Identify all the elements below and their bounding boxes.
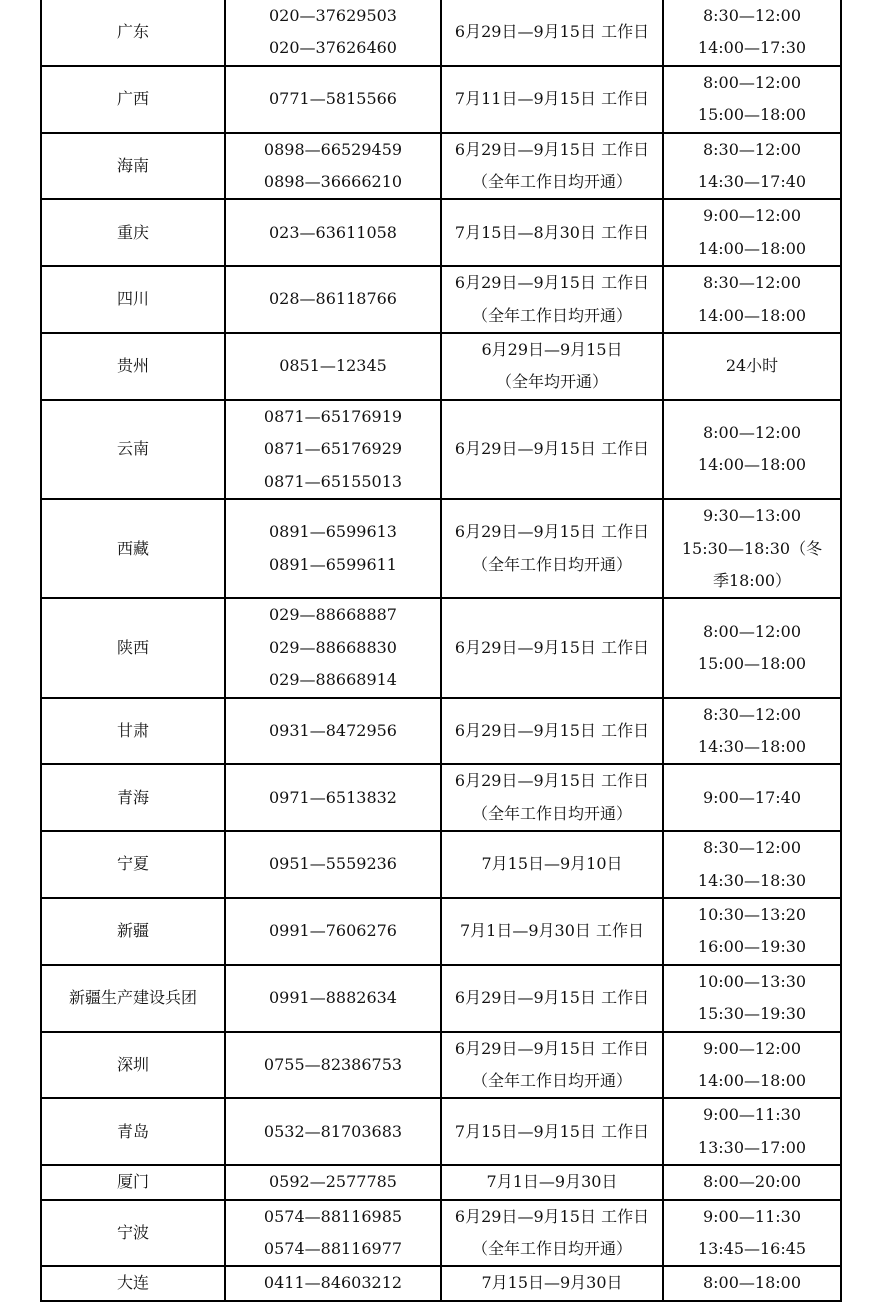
- table-row: [41, 1200, 841, 1267]
- hours-cell: [663, 0, 841, 66]
- table-row: [41, 499, 841, 598]
- hours-cell-line: 8:30—12:00: [702, 139, 802, 159]
- hours-cell-line: 8:00—12:00: [702, 621, 802, 641]
- period-cell-line: 6月29日—9月15日 工作日: [454, 1206, 650, 1226]
- hours-cell: [663, 898, 841, 965]
- region-name: 甘肃: [116, 720, 149, 740]
- table-row: [41, 1098, 841, 1165]
- period-cell: [441, 1098, 663, 1165]
- period-cell: [441, 0, 663, 66]
- hours-cell: [663, 1098, 841, 1165]
- table-row: [41, 266, 841, 333]
- hours-cell-line: 8:00—20:00: [702, 1172, 802, 1192]
- period-cell: [441, 1266, 663, 1300]
- period-cell: [441, 66, 663, 133]
- hours-cell-line: 9:00—11:30: [702, 1105, 802, 1125]
- period-cell: [441, 199, 663, 266]
- region-cell: [41, 1098, 225, 1165]
- hours-cell-line: 15:30—18:30（冬: [681, 538, 823, 558]
- period-cell-line: 6月29日—9月15日 工作日: [454, 771, 650, 791]
- table-row: [41, 598, 841, 697]
- hotline-table-body: [41, 0, 841, 1301]
- hours-cell: [663, 598, 841, 697]
- phone-cell-line: 0574—88116985: [263, 1206, 403, 1226]
- region-cell: [41, 598, 225, 697]
- table-row: [41, 133, 841, 200]
- region-name: 新疆生产建设兵团: [68, 987, 197, 1007]
- hours-cell-line: 24小时: [725, 356, 779, 376]
- hours-cell-line: 8:30—12:00: [702, 704, 802, 724]
- hours-cell: [663, 831, 841, 898]
- region-name: 大连: [116, 1273, 149, 1293]
- phone-cell: [225, 0, 441, 66]
- region-cell: [41, 266, 225, 333]
- period-cell: [441, 333, 663, 400]
- hours-cell-line: 9:30—13:00: [702, 506, 802, 526]
- phone-cell-line: 028—86118766: [269, 289, 397, 309]
- phone-cell-line: 029—88668830: [269, 637, 397, 657]
- period-cell-line: 6月29日—9月15日: [481, 340, 623, 360]
- hours-cell: [663, 266, 841, 333]
- region-cell: [41, 831, 225, 898]
- hours-cell-line: 13:45—16:45: [697, 1239, 807, 1259]
- phone-cell: [225, 266, 441, 333]
- phone-cell-line: 0891—6599613: [269, 522, 397, 542]
- phone-cell-line: 0851—12345: [279, 356, 387, 376]
- hours-cell-line: 14:00—18:00: [697, 305, 807, 325]
- table-row: [41, 199, 841, 266]
- hours-cell-line: 14:30—18:30: [697, 870, 807, 890]
- table-row: [41, 764, 841, 831]
- period-cell-line: 6月29日—9月15日 工作日: [454, 987, 650, 1007]
- phone-cell: [225, 831, 441, 898]
- region-cell: [41, 66, 225, 133]
- hours-cell-line: 15:00—18:00: [697, 105, 807, 125]
- table-row: [41, 698, 841, 765]
- period-cell: [441, 698, 663, 765]
- period-cell: [441, 1165, 663, 1199]
- region-name: 陕西: [116, 637, 149, 657]
- phone-cell-line: 0871—65176929: [263, 439, 403, 459]
- phone-cell: [225, 698, 441, 765]
- region-name: 宁波: [116, 1222, 149, 1242]
- period-cell: [441, 965, 663, 1032]
- table-row: [41, 1266, 841, 1300]
- region-name: 广西: [116, 89, 149, 109]
- hours-cell: [663, 66, 841, 133]
- hours-cell-line: 14:30—18:00: [697, 736, 807, 756]
- phone-cell-line: 0991—8882634: [269, 987, 397, 1007]
- period-cell-line: 6月29日—9月15日 工作日: [454, 1038, 650, 1058]
- period-cell-line: 6月29日—9月15日 工作日: [454, 22, 650, 42]
- region-cell: [41, 698, 225, 765]
- period-cell-line: 6月29日—9月15日 工作日: [454, 522, 650, 542]
- period-cell-line: 7月15日—9月30日: [481, 1273, 623, 1293]
- period-cell-line: 6月29日—9月15日 工作日: [454, 637, 650, 657]
- phone-cell-line: 0891—6599611: [269, 554, 397, 574]
- table-row: [41, 0, 841, 66]
- hours-cell: [663, 764, 841, 831]
- phone-cell-line: 0411—84603212: [263, 1273, 403, 1293]
- period-cell-line: 6月29日—9月15日 工作日: [454, 439, 650, 459]
- region-name: 西藏: [116, 538, 149, 558]
- hours-cell: [663, 400, 841, 499]
- table-row: [41, 831, 841, 898]
- period-cell-line: 7月11日—9月15日 工作日: [454, 89, 650, 109]
- region-cell: [41, 333, 225, 400]
- hours-cell-line: 9:00—12:00: [702, 206, 802, 226]
- hours-cell-line: 9:00—12:00: [702, 1038, 802, 1058]
- hours-cell-line: 9:00—11:30: [702, 1206, 802, 1226]
- hours-cell: [663, 499, 841, 598]
- period-cell-line: 7月15日—9月10日: [481, 854, 623, 874]
- region-name: 新疆: [116, 921, 149, 941]
- period-cell-line: 6月29日—9月15日 工作日: [454, 139, 650, 159]
- period-cell: [441, 764, 663, 831]
- period-cell-line: 7月15日—9月15日 工作日: [454, 1121, 650, 1141]
- region-cell: [41, 199, 225, 266]
- hours-cell-line: 8:30—12:00: [702, 6, 802, 25]
- region-cell: [41, 1200, 225, 1267]
- hours-cell-line: 8:00—18:00: [702, 1273, 802, 1293]
- phone-cell-line: 020—37626460: [269, 38, 397, 58]
- region-name: 青岛: [116, 1121, 149, 1141]
- region-name: 广东: [116, 22, 149, 42]
- hours-cell-line: 季18:00）: [712, 570, 792, 590]
- phone-cell: [225, 1098, 441, 1165]
- hours-cell: [663, 333, 841, 400]
- region-cell: [41, 1165, 225, 1199]
- period-cell-line: （全年工作日均开通）: [471, 305, 632, 325]
- phone-cell-line: 0898—66529459: [263, 139, 403, 159]
- region-name: 深圳: [116, 1054, 149, 1074]
- table-row: [41, 965, 841, 1032]
- table-row: [41, 333, 841, 400]
- hours-cell-line: 14:30—17:40: [697, 172, 807, 192]
- period-cell-line: （全年工作日均开通）: [471, 172, 632, 192]
- phone-cell-line: 0755—82386753: [263, 1054, 403, 1074]
- hours-cell-line: 10:00—13:30: [697, 971, 807, 991]
- period-cell: [441, 1032, 663, 1099]
- phone-cell-line: 0574—88116977: [263, 1239, 403, 1259]
- hours-cell-line: 8:30—12:00: [702, 273, 802, 293]
- phone-cell-line: 0971—6513832: [269, 787, 397, 807]
- region-cell: [41, 1266, 225, 1300]
- region-name: 四川: [116, 289, 149, 309]
- period-cell-line: 7月1日—9月30日 工作日: [460, 921, 644, 941]
- hours-cell-line: 13:30—17:00: [697, 1137, 807, 1157]
- hours-cell: [663, 1200, 841, 1267]
- hours-cell: [663, 1165, 841, 1199]
- table-row: [41, 1032, 841, 1099]
- hours-cell-line: 16:00—19:30: [697, 937, 807, 957]
- period-cell-line: 6月29日—9月15日 工作日: [454, 273, 650, 293]
- phone-cell: [225, 66, 441, 133]
- hours-cell-line: 14:00—18:00: [697, 238, 807, 258]
- phone-cell-line: 0898—36666210: [263, 172, 403, 192]
- period-cell: [441, 831, 663, 898]
- hours-cell-line: 14:00—17:30: [697, 38, 807, 58]
- hours-cell: [663, 199, 841, 266]
- period-cell: [441, 400, 663, 499]
- phone-cell: [225, 333, 441, 400]
- period-cell-line: （全年工作日均开通）: [471, 1071, 632, 1090]
- region-cell: [41, 764, 225, 831]
- phone-cell-line: 020—37629503: [269, 6, 397, 25]
- period-cell-line: （全年均开通）: [495, 372, 608, 392]
- phone-cell-line: 0931—8472956: [269, 720, 397, 740]
- hours-cell-line: 14:00—18:00: [697, 455, 807, 475]
- region-name: 青海: [116, 787, 149, 807]
- phone-cell: [225, 1266, 441, 1300]
- period-cell-line: 7月15日—8月30日 工作日: [454, 222, 650, 242]
- region-cell: [41, 898, 225, 965]
- hours-cell: [663, 698, 841, 765]
- phone-cell-line: 029—88668887: [269, 605, 397, 625]
- phone-cell-line: 0592—2577785: [269, 1172, 397, 1192]
- period-cell: [441, 133, 663, 200]
- period-cell-line: 6月29日—9月15日 工作日: [454, 720, 650, 740]
- hours-cell-line: 15:30—19:30: [697, 1004, 807, 1024]
- region-name: 贵州: [116, 356, 149, 376]
- hours-cell-line: 8:00—12:00: [702, 423, 802, 443]
- region-cell: [41, 965, 225, 1032]
- table-row: [41, 400, 841, 499]
- region-name: 厦门: [116, 1172, 149, 1192]
- hours-cell: [663, 133, 841, 200]
- phone-cell: [225, 965, 441, 1032]
- phone-cell: [225, 1200, 441, 1267]
- phone-cell-line: 0532—81703683: [263, 1121, 403, 1141]
- table-row: [41, 66, 841, 133]
- region-name: 重庆: [116, 222, 149, 242]
- period-cell: [441, 898, 663, 965]
- hours-cell-line: 9:00—17:40: [702, 787, 802, 807]
- table-row: [41, 898, 841, 965]
- hours-cell-line: 10:30—13:20: [697, 904, 807, 924]
- period-cell-line: （全年工作日均开通）: [471, 803, 632, 823]
- phone-cell-line: 0871—65176919: [263, 406, 403, 426]
- hours-cell-line: 15:00—18:00: [697, 653, 807, 673]
- hours-cell-line: 8:00—12:00: [702, 72, 802, 92]
- phone-cell: [225, 1165, 441, 1199]
- phone-cell: [225, 133, 441, 200]
- region-cell: [41, 133, 225, 200]
- phone-cell-line: 0951—5559236: [269, 854, 397, 874]
- period-cell-line: 7月1日—9月30日: [486, 1172, 618, 1192]
- phone-cell-line: 0991—7606276: [269, 921, 397, 941]
- phone-cell: [225, 400, 441, 499]
- phone-cell-line: 0871—65155013: [263, 471, 403, 491]
- table-row: [41, 1165, 841, 1199]
- hotline-table: [40, 0, 842, 1302]
- period-cell-line: （全年工作日均开通）: [471, 554, 632, 574]
- period-cell-line: （全年工作日均开通）: [471, 1239, 632, 1259]
- region-cell: [41, 499, 225, 598]
- region-name: 宁夏: [116, 854, 149, 874]
- hours-cell: [663, 965, 841, 1032]
- phone-cell: [225, 199, 441, 266]
- phone-cell: [225, 598, 441, 697]
- period-cell: [441, 1200, 663, 1267]
- hours-cell: [663, 1266, 841, 1300]
- phone-cell-line: 029—88668914: [269, 670, 397, 690]
- period-cell: [441, 266, 663, 333]
- phone-cell: [225, 898, 441, 965]
- region-cell: [41, 0, 225, 66]
- region-name: 海南: [116, 155, 149, 175]
- hours-cell-line: 14:00—18:00: [697, 1071, 807, 1090]
- period-cell: [441, 499, 663, 598]
- phone-cell-line: 0771—5815566: [269, 89, 397, 109]
- phone-cell: [225, 499, 441, 598]
- period-cell: [441, 598, 663, 697]
- phone-cell-line: 023—63611058: [269, 222, 397, 242]
- hours-cell: [663, 1032, 841, 1099]
- region-cell: [41, 1032, 225, 1099]
- phone-cell: [225, 764, 441, 831]
- hours-cell-line: 8:30—12:00: [702, 838, 802, 858]
- phone-cell: [225, 1032, 441, 1099]
- region-cell: [41, 400, 225, 499]
- region-name: 云南: [116, 439, 149, 459]
